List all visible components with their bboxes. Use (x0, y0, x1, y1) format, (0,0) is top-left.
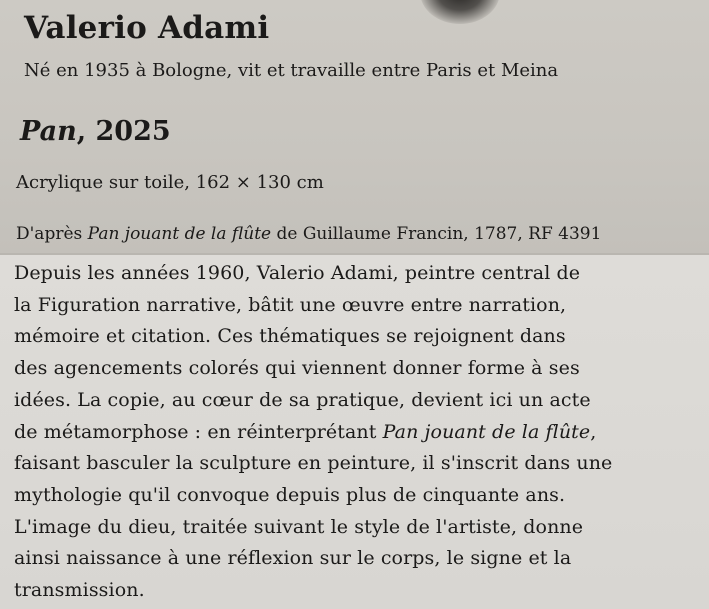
description-text (14, 258, 694, 607)
description-line: ainsi naissance à une réflexion sur le corps, le signe et la (14, 547, 572, 570)
description-line: la Figuration narrative, bâtit une œuvre entre narration, (14, 293, 567, 316)
label-header-panel (0, 0, 709, 255)
source-credit (16, 224, 601, 244)
description-line-start: de métamorphose : en réinterprétant (14, 420, 383, 443)
work-title (20, 116, 171, 147)
description-line: L'image du dieu, traitée suivant le style de l'artiste, donne (14, 515, 584, 538)
source-prefix: D'après (16, 224, 88, 244)
description-line: faisant basculer la sculpture en peinture, il s'inscrit dans une (14, 452, 613, 475)
description-line-end: , (590, 420, 597, 443)
shadow-shape (420, 0, 500, 24)
work-year: , 2025 (76, 116, 171, 147)
description-line: mémoire et citation. Ces thématiques se rejoignent dans (14, 325, 566, 348)
medium-dimensions: Acrylique sur toile, 162 × 130 cm (16, 172, 324, 193)
description-line-with-title (14, 417, 694, 449)
work-title-italic: Pan (20, 116, 77, 147)
artist-name: Valerio Adami (24, 10, 270, 46)
description-cited-title: Pan jouant de la flûte (382, 420, 591, 443)
description-line: des agencements colorés qui viennent donner forme à ses (14, 357, 580, 380)
source-title: Pan jouant de la flûte (87, 224, 272, 244)
description-line: Depuis les années 1960, Valerio Adami, peintre central de (14, 262, 581, 284)
description-line: idées. La copie, au cœur de sa pratique, devient ici un acte (14, 388, 591, 411)
description-line: transmission. (14, 579, 145, 602)
source-suffix: de Guillaume Francin, 1787, RF 4391 (271, 224, 602, 244)
artist-bio: Né en 1935 à Bologne, vit et travaille entre Paris et Meina (24, 60, 559, 81)
description-line: mythologie qu'il convoque depuis plus de cinquante ans. (14, 483, 566, 506)
